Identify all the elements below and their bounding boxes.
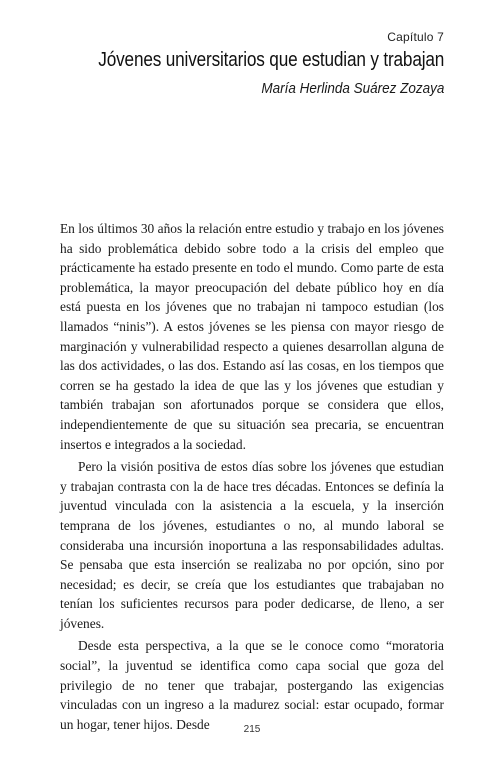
chapter-title: Jóvenes universitarios que estudian y trabajan bbox=[98, 49, 444, 71]
body-text bbox=[60, 219, 444, 734]
chapter-label: Capítulo 7 bbox=[387, 30, 444, 44]
paragraph-3: Desde esta perspectiva, a la que se le conoce como “moratoria social”, la juventud se identifica como capa social que goza del privilegio de no tener que trabajar, postergando las exigencias vinculadas con un ingreso a la madurez social: estar ocupado, formar un hogar, tener hijos. Desde bbox=[60, 638, 444, 732]
paragraph-2: Pero la visión positiva de estos días sobre los jóvenes que estudian y trabajan contrasta con la de hace tres décadas. Entonces se definía la juventud vinculada con la asistencia a la escuela, y la inserción temprana de los jóvenes, estudiantes o no, al mundo laboral se consideraba una incursión inoportuna a las responsabilidades adultas. Se pensaba que esta inserción se realizaba no por opción, sino por necesidad; es decir, se creía que los estudiantes que trabajaban no tenían los suficientes recursos para poder dedicarse, de lleno, a ser jóvenes. bbox=[60, 459, 444, 631]
chapter-author: María Herlinda Suárez Zozaya bbox=[260, 80, 444, 97]
paragraph-1: En los últimos 30 años la relación entre estudio y trabajo en los jóvenes ha sido problemática debido sobre todo a la crisis del empleo que prácticamente ha estado presente en todo el mundo. Como parte de esta problemática, la mayor preocupación del debate público hoy en día está puesta en los jóvenes que no trabajan ni tampoco estudian (los llamados “ninis”). A estos jóvenes se les piensa con mayor riesgo de marginación y vulnerabilidad respecto a quienes desarrollan alguna de las dos actividades, o las dos. Estando así las cosas, en los tiempos que corren se ha gestado la idea de que las y los jóvenes que estudian y también trabajan son afortunados porque se considera que ellos, independientemente de que su situación sea precaria, se encuentran insertos e integrados a la sociedad. bbox=[60, 221, 444, 452]
page-number: 215 bbox=[243, 724, 261, 735]
